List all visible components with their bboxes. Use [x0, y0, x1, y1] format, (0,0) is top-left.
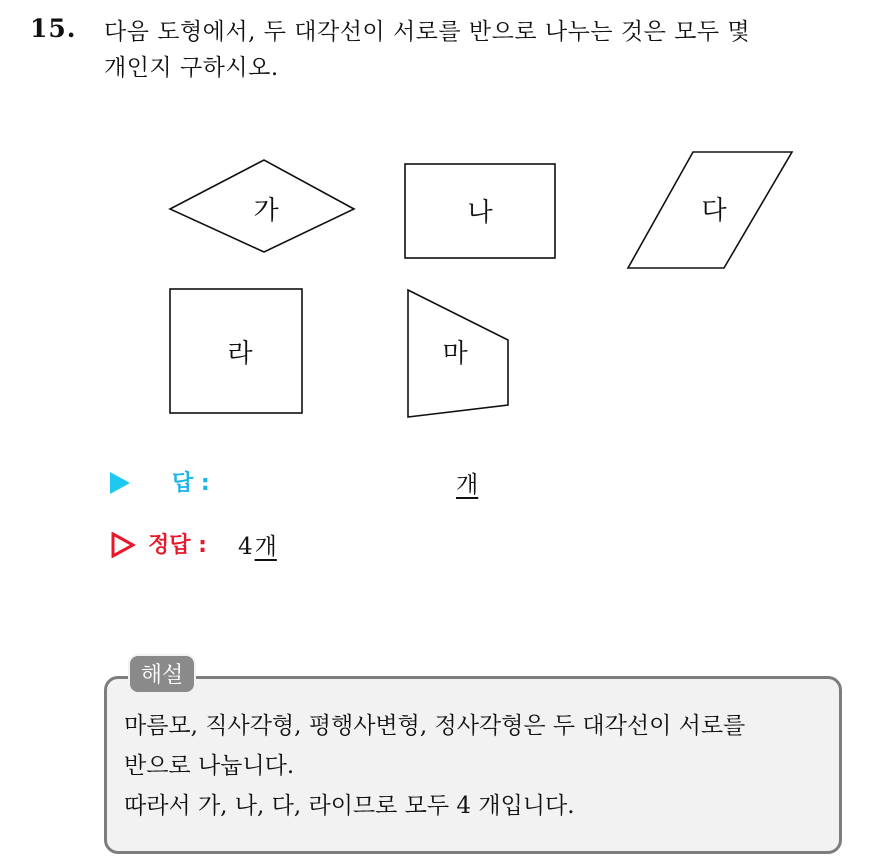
- question-line-2: 개인지 구하시오.: [104, 55, 279, 81]
- answer-row: [110, 466, 610, 502]
- shape-label-da: 다: [701, 196, 727, 226]
- answer-unit: 개: [456, 472, 479, 498]
- shape-square: [170, 289, 302, 413]
- explanation-line-3: 따라서 가, 나, 다, 라이므로 모두 4 개입니다.: [124, 793, 575, 819]
- shape-label-ma: 마: [442, 339, 468, 369]
- correct-answer-number: 4: [238, 534, 253, 560]
- shape-label-na: 나: [467, 198, 493, 228]
- explanation-line-2: 반으로 나눕니다.: [124, 753, 295, 779]
- outline-triangle-icon: [110, 532, 136, 558]
- correct-answer-value: [238, 528, 277, 561]
- shape-parallelogram: [628, 152, 792, 268]
- shape-label-ga: 가: [253, 196, 279, 226]
- play-triangle-icon: [110, 472, 130, 494]
- explanation-text: [124, 706, 836, 826]
- shape-rectangle: [405, 164, 555, 258]
- question-line-1: 다음 도형에서, 두 대각선이 서로를 반으로 나누는 것은 모두 몇: [104, 19, 751, 45]
- correct-answer-label: 정답 :: [148, 533, 207, 558]
- shape-label-ra: 라: [227, 339, 253, 369]
- question-number: 15.: [30, 14, 77, 43]
- explanation-tag: 해설: [128, 654, 196, 694]
- correct-answer-unit: 개: [254, 534, 277, 560]
- shape-rhombus: [170, 160, 354, 252]
- explanation-line-1: 마름모, 직사각형, 평행사변형, 정사각형은 두 대각선이 서로를: [124, 713, 746, 739]
- shape-trapezoid: [408, 290, 508, 417]
- answer-label: 답 :: [172, 471, 210, 496]
- correct-answer-row: [110, 528, 610, 564]
